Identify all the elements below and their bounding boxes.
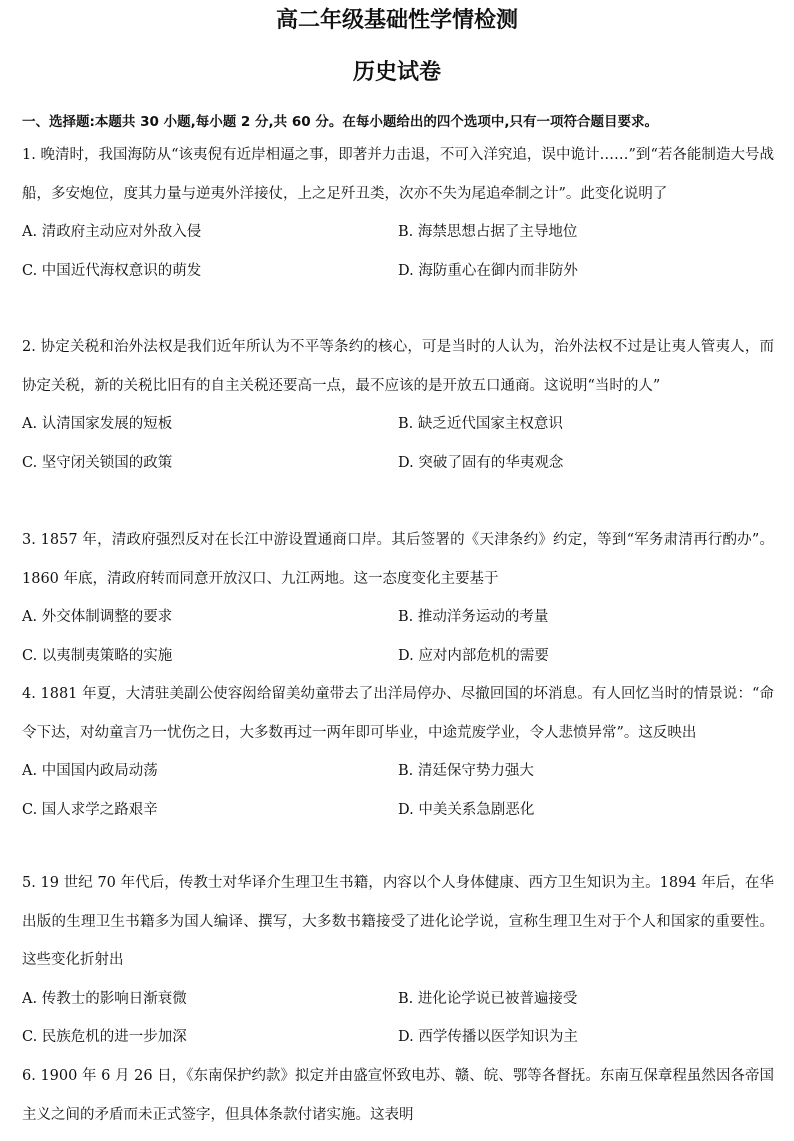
option-a: A. 外交体制调整的要求 — [22, 609, 173, 625]
question-3 — [22, 521, 774, 675]
page-title: 高二年级基础性学情检测 — [275, 8, 518, 33]
option-a: A. 中国国内政局动荡 — [22, 763, 158, 779]
question-stem: 4. 1881 年夏，大清驻美副公使容闳给留美幼童带去了出洋局停办、尽撤回国的坏消息。有人回忆当时的情景说：“命令下达，对幼童言乃一忧伤之日，大多数再过一两年即可毕业，中途荒废学业，令人悲愤异常”。这反映出 — [22, 686, 774, 741]
question-5 — [22, 864, 774, 1057]
option-d: D. 中美关系急剧恶化 — [398, 801, 535, 818]
question-stem: 3. 1857 年，清政府强烈反对在长江中游设置通商口岸。其后签署的《天津条约》约定，等到“军务肃清再行酌办”。1860 年底，清政府转而同意开放汉口、九江两地。这一态度变化主要基于 — [22, 532, 774, 587]
option-d: D. 西学传播以医学知识为主 — [398, 1029, 578, 1045]
question-2 — [22, 328, 774, 482]
options-group — [22, 980, 774, 1057]
option-d: D. 海防重心在御内而非防外 — [398, 262, 578, 279]
option-c: C. 中国近代海权意识的萌发 — [22, 262, 202, 279]
question-4 — [22, 675, 774, 829]
question-6 — [22, 1057, 774, 1134]
question-stem: 6. 1900 年 6 月 26 日，《东南保护约款》拟定并由盛宣怀致电苏、赣、皖、鄂等各督抚。东南互保章程虽然因各帝国主义之间的矛盾而未正式签字，但具体条款付诸实施。这表明 — [22, 1068, 774, 1123]
question-stem: 1. 晚清时，我国海防从“该夷倪有近岸相逼之事，即著并力击退，不可入洋究追，误中诡计……”到“若各能制造大号战船，多安炮位，度其力量与逆夷外洋接仗，上之足歼丑类，次亦不失为尾追牵制之计”。此变化说明了 — [22, 147, 774, 202]
options-group — [22, 405, 774, 482]
option-d: D. 应对内部危机的需要 — [398, 647, 549, 664]
option-a: A. 认清国家发展的短板 — [22, 416, 173, 432]
question-1 — [22, 136, 774, 290]
option-a: A. 清政府主动应对外敌入侵 — [22, 224, 202, 240]
options-group — [22, 752, 774, 829]
page-subtitle: 历史试卷 — [352, 60, 441, 85]
option-c: C. 以夷制夷策略的实施 — [22, 647, 173, 664]
option-c: C. 坚守闭关锁国的政策 — [22, 454, 173, 471]
option-c: C. 民族危机的进一步加深 — [22, 1029, 187, 1045]
section-heading: 一、选择题:本题共 30 小题,每小题 2 分,共 60 分。在每小题给出的四个选项中,只有一项符合题目要求。 — [22, 114, 658, 130]
option-b: B. 进化论学说已被普遍接受 — [398, 990, 578, 1007]
option-d: D. 突破了固有的华夷观念 — [398, 454, 564, 471]
question-stem: 2. 协定关税和治外法权是我们近年所认为不平等条约的核心，可是当时的人认为，治外法权不过是让夷人管夷人，而协定关税，新的关税比旧有的自主关税还要高一点，最不应该的是开放五口通商。这说明“当时的人” — [22, 339, 774, 394]
options-group — [22, 598, 774, 675]
options-group — [22, 213, 774, 290]
option-b: B. 推动洋务运动的考量 — [398, 609, 549, 625]
option-b: B. 海禁思想占据了主导地位 — [398, 224, 578, 240]
option-c: C. 国人求学之路艰辛 — [22, 801, 158, 818]
option-b: B. 缺乏近代国家主权意识 — [398, 416, 563, 432]
option-a: A. 传教士的影响日渐衰微 — [22, 990, 187, 1007]
option-b: B. 清廷保守势力强大 — [398, 763, 534, 779]
question-stem: 5. 19 世纪 70 年代后，传教士对华译介生理卫生书籍，内容以个人身体健康、西方卫生知识为主。1894 年后，在华出版的生理卫生书籍多为国人编译、撰写，大多数书籍接受了进化论学说，宣称生理卫生对于个人和国家的重要性。这些变化折射出 — [22, 875, 774, 968]
